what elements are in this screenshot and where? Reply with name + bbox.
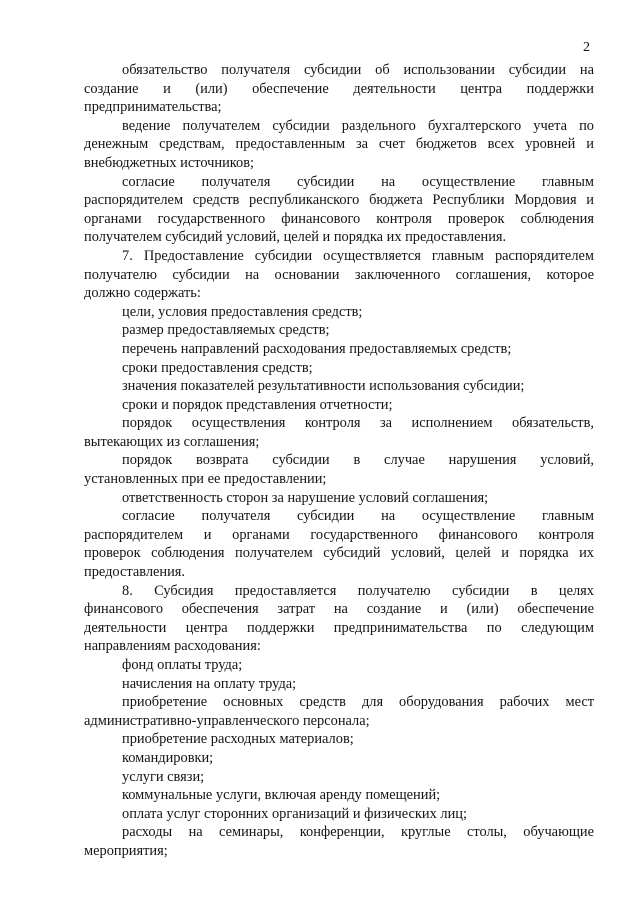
text-line: внебюджетных источников; (84, 154, 255, 171)
text-line: цели, условия предоставления средств; (122, 303, 363, 320)
text-line: предпринимательства; (84, 99, 222, 116)
text-line: обязательство получателя субсидии об использовании субсидии на (122, 62, 594, 78)
text-line: приобретение основных средств для оборудования рабочих мест (122, 694, 594, 711)
text-line: порядок осуществления контроля за исполнением обязательств, (122, 415, 594, 432)
text-line: создание и (или) обеспечение деятельности центра поддержки (84, 80, 594, 97)
text-line: командировки; (122, 749, 214, 766)
text-line: сроки и порядок представления отчетности; (122, 396, 393, 413)
text-line: предоставления. (84, 564, 186, 581)
text-line: согласие получателя субсидии на осуществление главным (122, 173, 594, 190)
text-line: направлениям расходования: (84, 638, 261, 655)
text-line: установленных при ее предоставлении; (84, 471, 327, 488)
text-line: размер предоставляемых средств; (122, 322, 330, 339)
text-line: ответственность сторон за нарушение условий соглашения; (122, 489, 489, 506)
page-number: 2 (583, 40, 590, 55)
document-body (84, 61, 594, 861)
text-line: должно содержать: (84, 285, 201, 302)
text-line: вытекающих из соглашения; (84, 433, 260, 450)
text-line: перечень направлений расходования предоставляемых средств; (122, 340, 512, 357)
text-line: 8. Субсидия предоставляется получателю субсидии в целях (122, 582, 594, 599)
text-line: расходы на семинары, конференции, круглые столы, обучающие (122, 824, 594, 841)
text-line: денежным средствам, предоставленным за счет бюджетов всех уровней и (84, 136, 594, 153)
text-line: получателю субсидии на основании заключенного соглашения, которое (84, 266, 594, 283)
text-line: порядок возврата субсидии в случае нарушения условий, (122, 452, 594, 469)
text-line: коммунальные услуги, включая аренду помещений; (122, 787, 441, 804)
text-line: распорядителем средств республиканского бюджета Республики Мордовия и (84, 192, 594, 209)
text-line: деятельности центра поддержки предпринимательства по следующим (84, 619, 594, 636)
text-line: начисления на оплату труда; (122, 675, 297, 692)
text-line: распорядителем и органами государственного финансового контроля (84, 526, 594, 543)
text-line: значения показателей результативности использования субсидии; (122, 378, 525, 395)
text-line: проверок соблюдения получателем субсидий условий, целей и порядка их (84, 545, 594, 562)
text-line: сроки предоставления средств; (122, 359, 313, 376)
text-line: услуги связи; (122, 768, 205, 785)
text-line: фонд оплаты труда; (122, 657, 243, 673)
text-line: мероприятия; (84, 842, 168, 859)
text-line: административно-управленческого персонала; (84, 712, 370, 729)
text-line: согласие получателя субсидии на осуществление главным (122, 508, 594, 525)
text-line: органами государственного финансового контроля проверок соблюдения (84, 210, 594, 227)
text-line: приобретение расходных материалов; (122, 731, 354, 748)
text-line: получателем субсидий условий, целей и порядка их предоставления. (84, 229, 507, 246)
text-line: оплата услуг сторонних организаций и физических лиц; (122, 805, 467, 822)
text-line: финансового обеспечения затрат на создание и (или) обеспечение (84, 601, 594, 618)
text-line: 7. Предоставление субсидии осуществляется главным распорядителем (122, 247, 594, 264)
text-line: ведение получателем субсидии раздельного бухгалтерского учета по (122, 117, 594, 134)
